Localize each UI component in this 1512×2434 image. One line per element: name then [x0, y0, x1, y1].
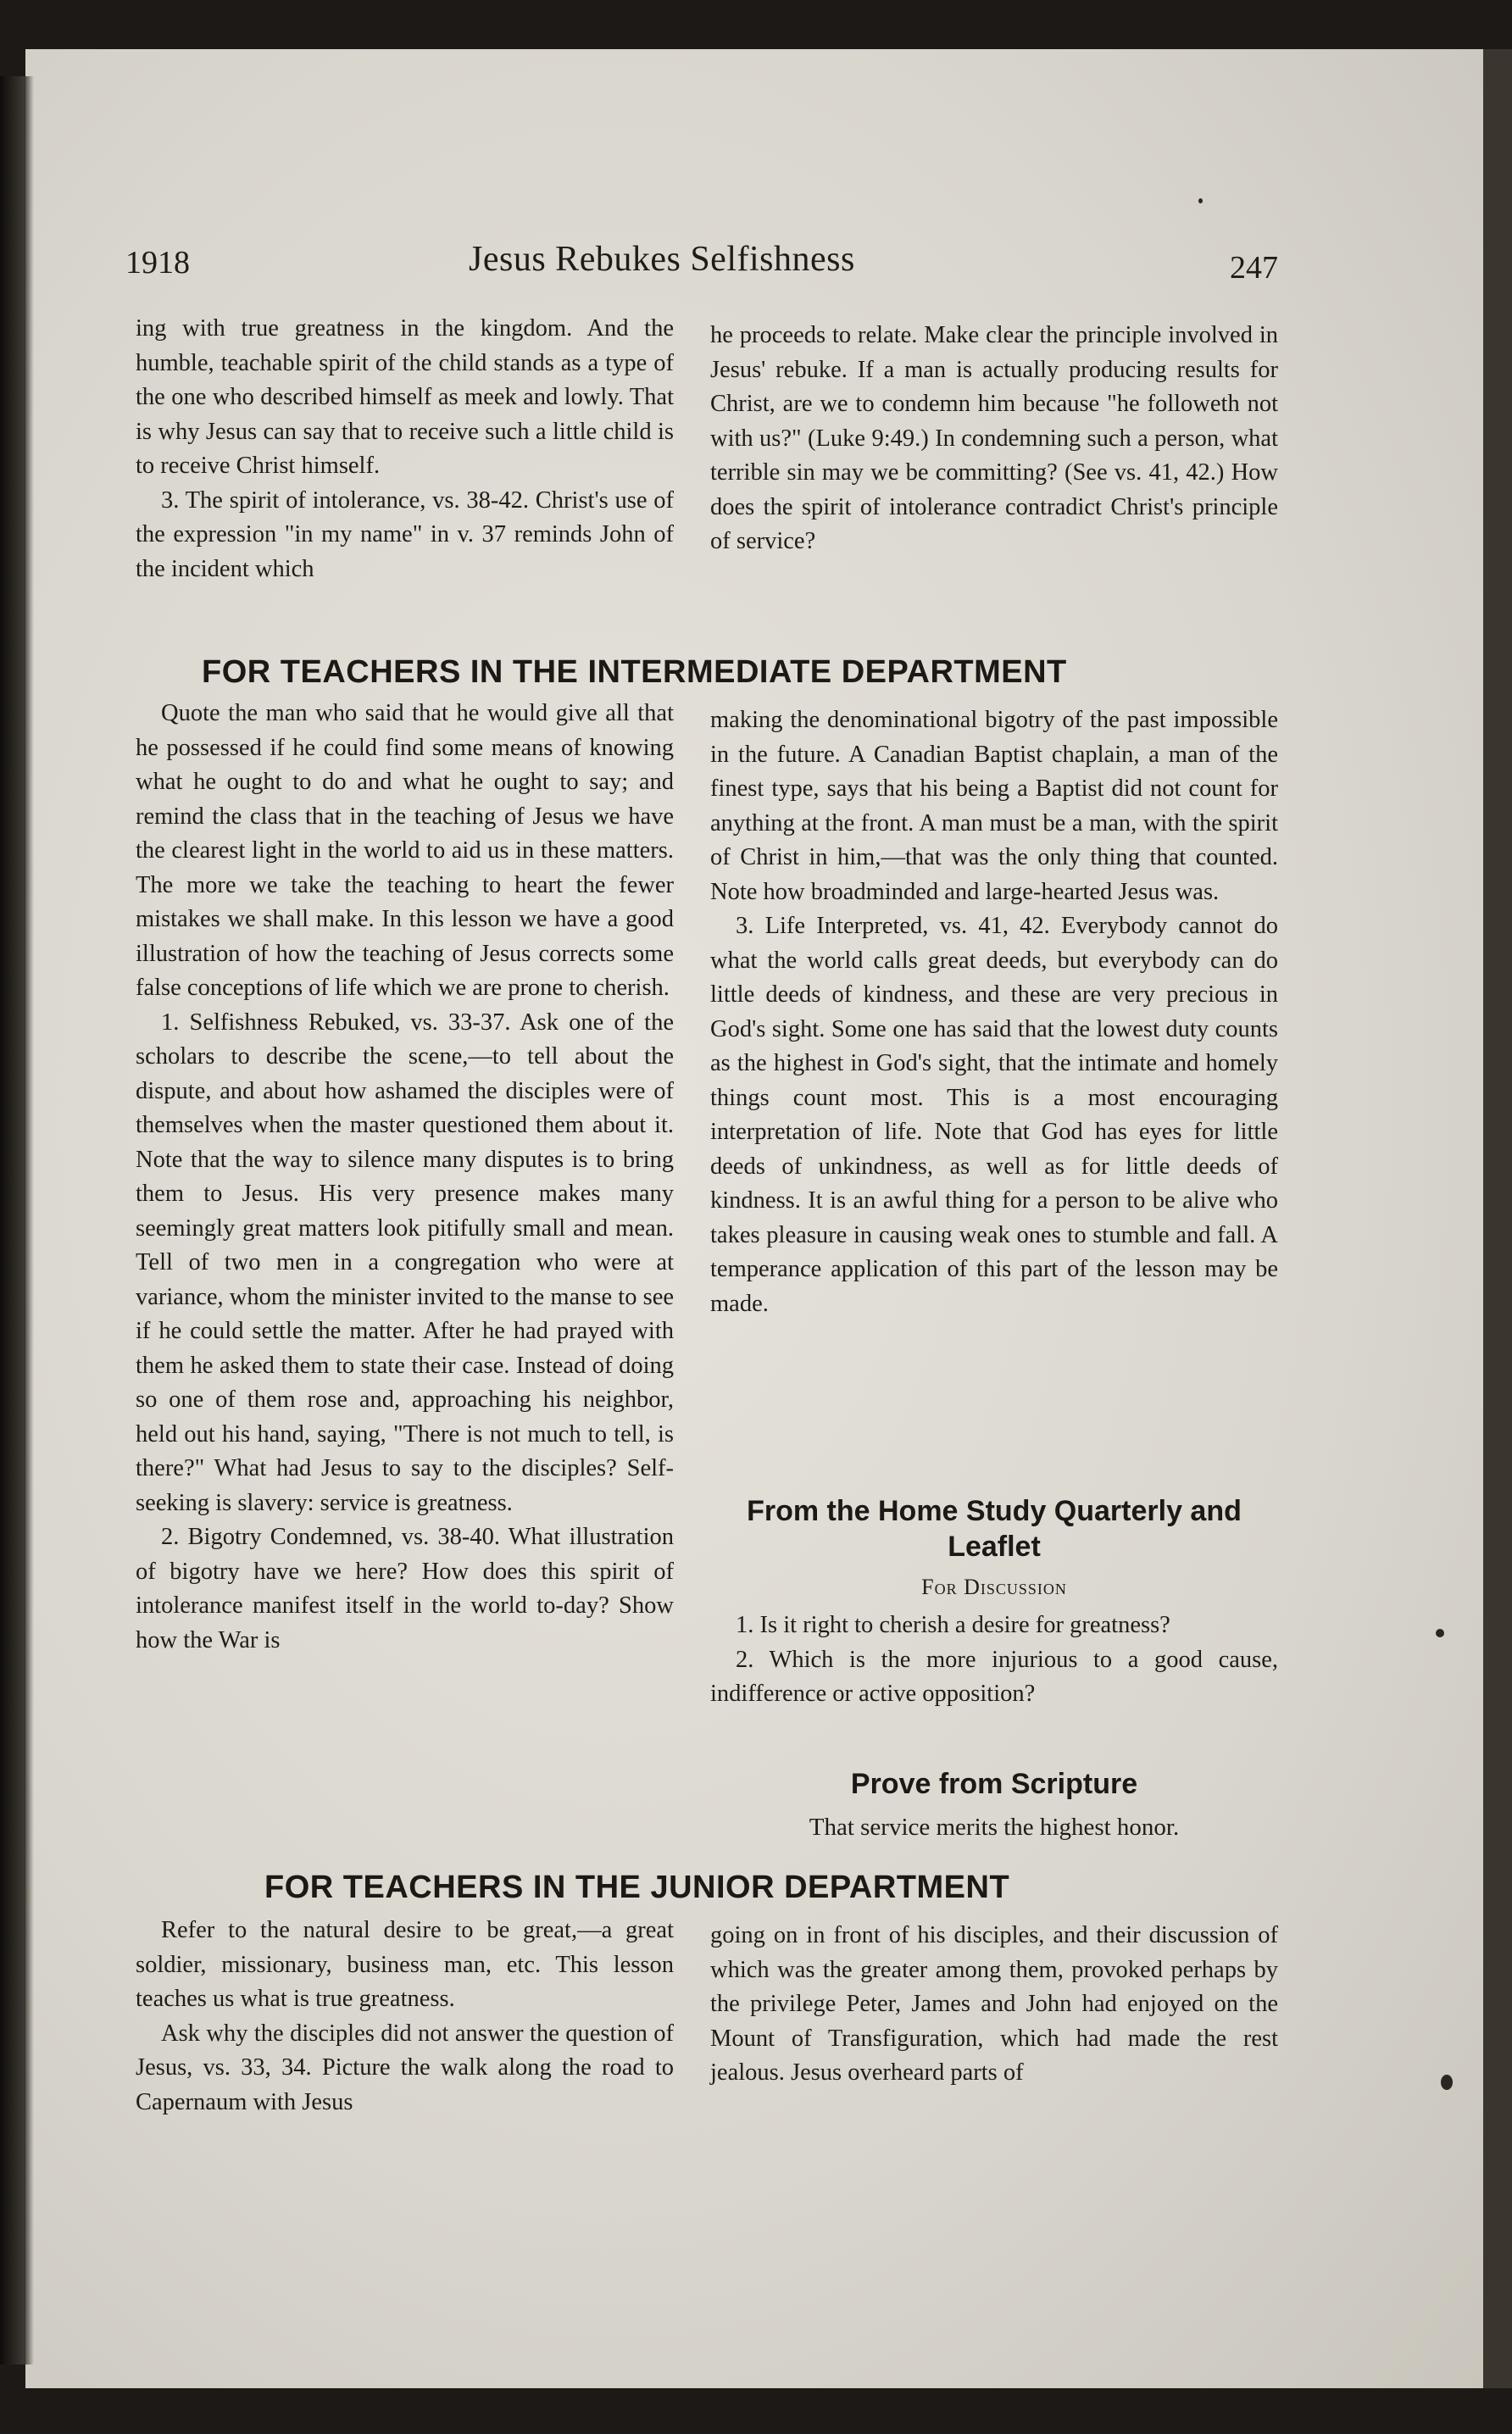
top-right-column	[710, 319, 1278, 559]
running-head-title: Jesus Rebukes Selfishness	[469, 240, 855, 279]
junior-heading: FOR TEACHERS IN THE JUNIOR DEPARTMENT	[264, 1870, 1010, 1905]
paragraph: making the denominational bigotry of the past impossible in the future. A Canadian Baptist chaplain, a man of the finest type, says that his being a Baptist did not count for anything at the front. A man must be a man, with the spirit of Christ in him,—that was the only thing that counted. Note how broadminded and large-hearted Jesus was.	[710, 707, 1278, 905]
paragraph: 1. Selfishness Rebuked, vs. 33-37. Ask one of the scholars to describe the scene,—to tell about the dispute, and about how ashamed the disciples were of themselves when the master questioned them about it. Note that the way to silence many disputes is to bring them to Jesus. His very presence makes many seemingly great matters look pitifully small and mean. Tell of two men in a congregation who were at variance, whom the minister invited to the manse to see if he could settle the matter. After he had prayed with them he asked them to state their case. Instead of doing so one of them rose and, approaching his neighbor, held out his hand, saying, "There is not much to tell, is there?" What had Jesus to say to the disciples? Self-seeking is slavery: service is greatness.	[136, 1009, 674, 1516]
paragraph: 2. Bigotry Condemned, vs. 38-40. What illustration of bigotry have we here? How does this spirit of intolerance manifest itself in the world to-day? Show how the War is	[136, 1524, 674, 1653]
page-number: 247	[1230, 250, 1278, 286]
paragraph: he proceeds to relate. Make clear the principle involved in Jesus' rebuke. If a man is actually producing results for Christ, are we to condemn him because "he followeth not with us?" (Luke 9:49.) In condemning such a person, what terrible sin may we be committing? (See vs. 41, 42.) How does the spirit of intolerance contradict Christ's principle of service?	[710, 322, 1278, 554]
paragraph: 3. Life Interpreted, vs. 41, 42. Everybody cannot do what the world calls great deeds, but everybody can do little deeds of kindness, and these are very precious in God's sight. Some one has said that the lowest duty counts as the highest in God's sight, that the intimate and homely things count most. This is a most encouraging interpretation of life. Note that God has eyes for little deeds of unkindness, as well as for little deeds of kindness. It is an awful thing for a person to be alive who takes pleasure in causing weak ones to stumble and fall. A temperance application of this part of the lesson may be made.	[710, 913, 1278, 1317]
quarterly-title	[710, 1493, 1278, 1564]
prove-text: That service merits the highest honor.	[809, 1814, 1180, 1841]
quarterly-title-line: Leaflet	[948, 1531, 1041, 1563]
intermediate-heading: FOR TEACHERS IN THE INTERMEDIATE DEPARTMENT	[202, 654, 1067, 690]
page-edge	[1483, 49, 1512, 2388]
prove-title: Prove from Scripture	[850, 1768, 1138, 1800]
binding-shadow	[0, 76, 34, 2365]
intermediate-right-column	[710, 703, 1278, 1321]
scan-speck	[1436, 1629, 1444, 1637]
paragraph: ing with true greatness in the kingdom. And the humble, teachable spirit of the child stands as a type of the one who described himself as meek and lowly. That is why Jesus can say that to receive such a little child is to receive Christ himself.	[136, 315, 674, 479]
running-head	[125, 239, 1278, 290]
junior-right-column	[710, 1919, 1278, 2091]
scan-speck	[1441, 2075, 1453, 2090]
scan-speck	[1198, 198, 1203, 203]
running-head-year: 1918	[125, 245, 190, 281]
discussion-item: 2. Which is the more injurious to a good cause, indifference or active opposition?	[710, 1646, 1278, 1707]
paragraph: Quote the man who said that he would give all that he possessed if he could find some means of knowing what he ought to do and what he ought to say; and remind the class that in the teaching of Jesus we have the clearest light in the world to aid us in these matters. The more we take the teaching to heart the fewer mistakes we shall make. In this lesson we have a good illustration of how the teaching of Jesus corrects some false conceptions of life which we are prone to cherish.	[136, 700, 674, 1001]
discussion-list	[710, 1609, 1278, 1712]
paragraph: 3. The spirit of intolerance, vs. 38-42. Christ's use of the expression "in my name" in v. 37 reminds John of the incident which	[136, 486, 674, 582]
discussion-item: 1. Is it right to cherish a desire for greatness?	[736, 1612, 1170, 1638]
paragraph: Refer to the natural desire to be great,—a great soldier, missionary, business man, etc. This lesson teaches us what is true greatness.	[136, 1917, 674, 2012]
top-left-column	[136, 312, 674, 586]
discussion-subhead: For Discussion	[921, 1575, 1067, 1599]
paragraph: going on in front of his disciples, and their discussion of which was the greater among them, provoked perhaps by the privilege Peter, James and John had enjoyed on the Mount of Transfiguration, which had made the rest jealous. Jesus overheard parts of	[710, 1922, 1278, 2086]
quarterly-title-line: From the Home Study Quarterly and	[747, 1495, 1242, 1527]
paragraph: Ask why the disciples did not answer the question of Jesus, vs. 33, 34. Picture the walk along the road to Capernaum with Jesus	[136, 2020, 674, 2115]
intermediate-left-column	[136, 697, 674, 1658]
junior-left-column	[136, 1914, 674, 2120]
